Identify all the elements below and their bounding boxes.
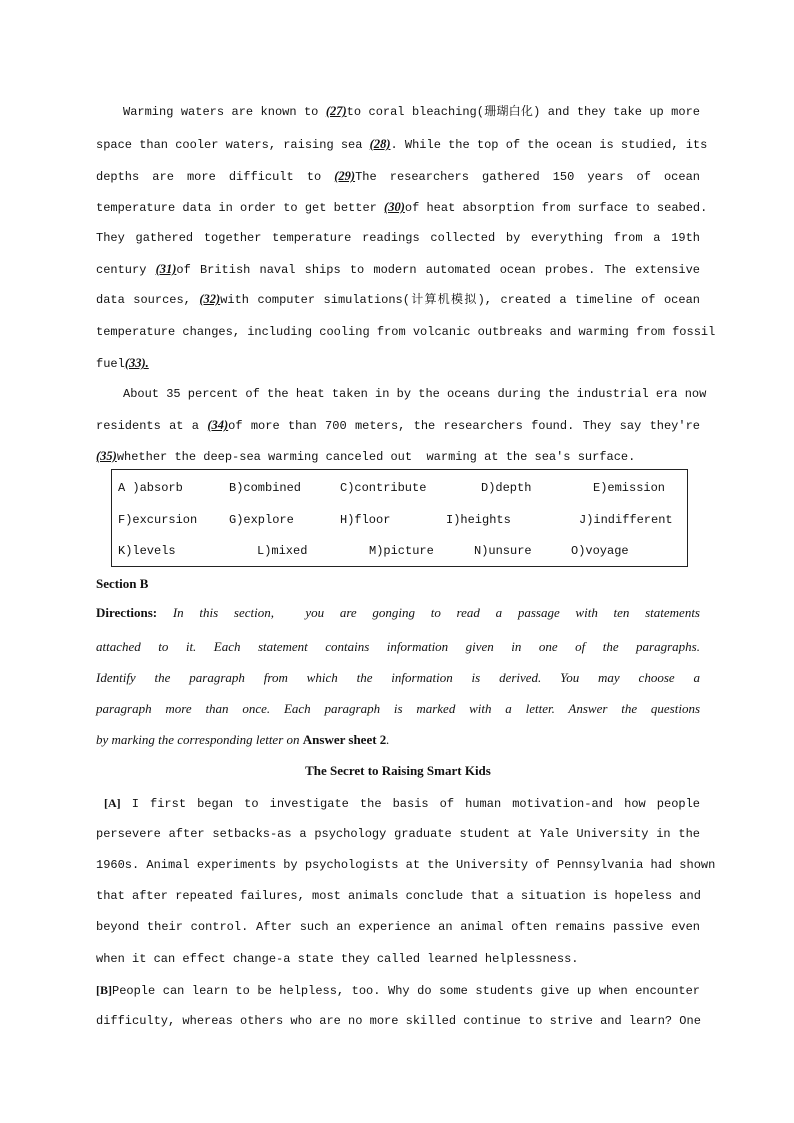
directions-line: paragraph more than once. Each paragraph is marked with a letter. Answer the questions: [96, 701, 700, 716]
blank-29: (29): [334, 169, 356, 183]
passage-line: space than cooler waters, raising sea (28). While the top of the ocean is studied, its: [96, 137, 708, 152]
paragraph-a-line: that after repeated failures, most animals conclude that a situation is hopeless and: [96, 889, 701, 903]
word-option: D)depth: [481, 481, 532, 495]
directions-line: by marking the corresponding letter on Answer sheet 2.: [96, 732, 390, 747]
passage-line: century (31)of British naval ships to modern automated ocean probes. The extensive: [96, 262, 700, 277]
passage-line: temperature changes, including cooling from volcanic outbreaks and warming from fossil: [96, 325, 716, 339]
word-bank-box: [111, 469, 688, 567]
article-title: The Secret to Raising Smart Kids: [305, 763, 491, 778]
blank-32: (32): [199, 292, 221, 306]
word-option: L)mixed: [257, 544, 308, 558]
word-option: H)floor: [340, 513, 391, 527]
passage-line: data sources, (32)with computer simulations(计算机模拟), created a timeline of ocean: [96, 292, 700, 307]
directions-label: Directions:: [96, 605, 158, 620]
paragraph-label-a: [A]: [104, 796, 121, 810]
passage-line: They gathered together temperature readings collected by everything from a 19th: [96, 231, 700, 245]
word-option: A )absorb: [118, 481, 183, 495]
passage-line: fuel(33).: [96, 356, 149, 371]
word-option: F)excursion: [118, 513, 198, 527]
directions-line: Directions: In this section, you are gonging to read a passage with ten statements: [96, 605, 700, 620]
blank-28: (28): [369, 137, 391, 151]
paragraph-b-line: difficulty, whereas others who are no more skilled continue to strive and learn? One: [96, 1014, 701, 1028]
blank-34: (34): [207, 418, 229, 432]
paragraph-a-line: when it can effect change-a state they called learned helplessness.: [96, 952, 579, 966]
paragraph-a-line: beyond their control. After such an experience an animal often remains passive even: [96, 920, 700, 934]
passage-line: depths are more difficult to (29)The researchers gathered 150 years of ocean: [96, 169, 700, 184]
passage-line: Warming waters are known to (27)to coral bleaching(珊瑚白化) and they take up more: [123, 104, 700, 119]
word-option: B)combined: [229, 481, 302, 495]
word-option: M)picture: [369, 544, 434, 558]
paragraph-b-line: [B]People can learn to be helpless, too. Why do some students give up when encounter: [96, 983, 700, 998]
paragraph-a-line: 1960s. Animal experiments by psychologists at the University of Pennsylvania had shown: [96, 858, 716, 872]
blank-35: (35): [96, 449, 117, 463]
blank-30: (30): [384, 200, 405, 214]
section-heading: Section B: [96, 576, 149, 591]
word-option: J)indifferent: [579, 513, 673, 527]
blank-33: (33).: [124, 356, 149, 370]
passage-line: (35)whether the deep-sea warming canceled out warming at the sea's surface.: [96, 449, 636, 464]
word-option: E)emission: [593, 481, 666, 495]
directions-line: Identify the paragraph from which the information is derived. You may choose a: [96, 670, 700, 685]
blank-31: (31): [155, 262, 177, 276]
directions-line: attached to it. Each statement contains information given in one of the paragraphs.: [96, 639, 700, 654]
word-option: I)heights: [446, 513, 511, 527]
word-option: C)contribute: [340, 481, 427, 495]
paragraph-label-b: [B]: [96, 983, 112, 997]
passage-line: temperature data in order to get better (30)of heat absorption from surface to seabed.: [96, 200, 708, 215]
paragraph-a-line: [A] I first began to investigate the basis of human motivation-and how people: [104, 796, 700, 811]
passage-line: residents at a (34)of more than 700 meters, the researchers found. They say they're: [96, 418, 700, 433]
word-option: G)explore: [229, 513, 294, 527]
paragraph-a-line: persevere after setbacks-as a psychology graduate student at Yale University in the: [96, 827, 700, 841]
blank-27: (27): [325, 104, 347, 118]
word-option: O)voyage: [571, 544, 629, 558]
word-option: N)unsure: [474, 544, 532, 558]
word-option: K)levels: [118, 544, 176, 558]
passage-line: About 35 percent of the heat taken in by the oceans during the industrial era now: [123, 387, 707, 401]
